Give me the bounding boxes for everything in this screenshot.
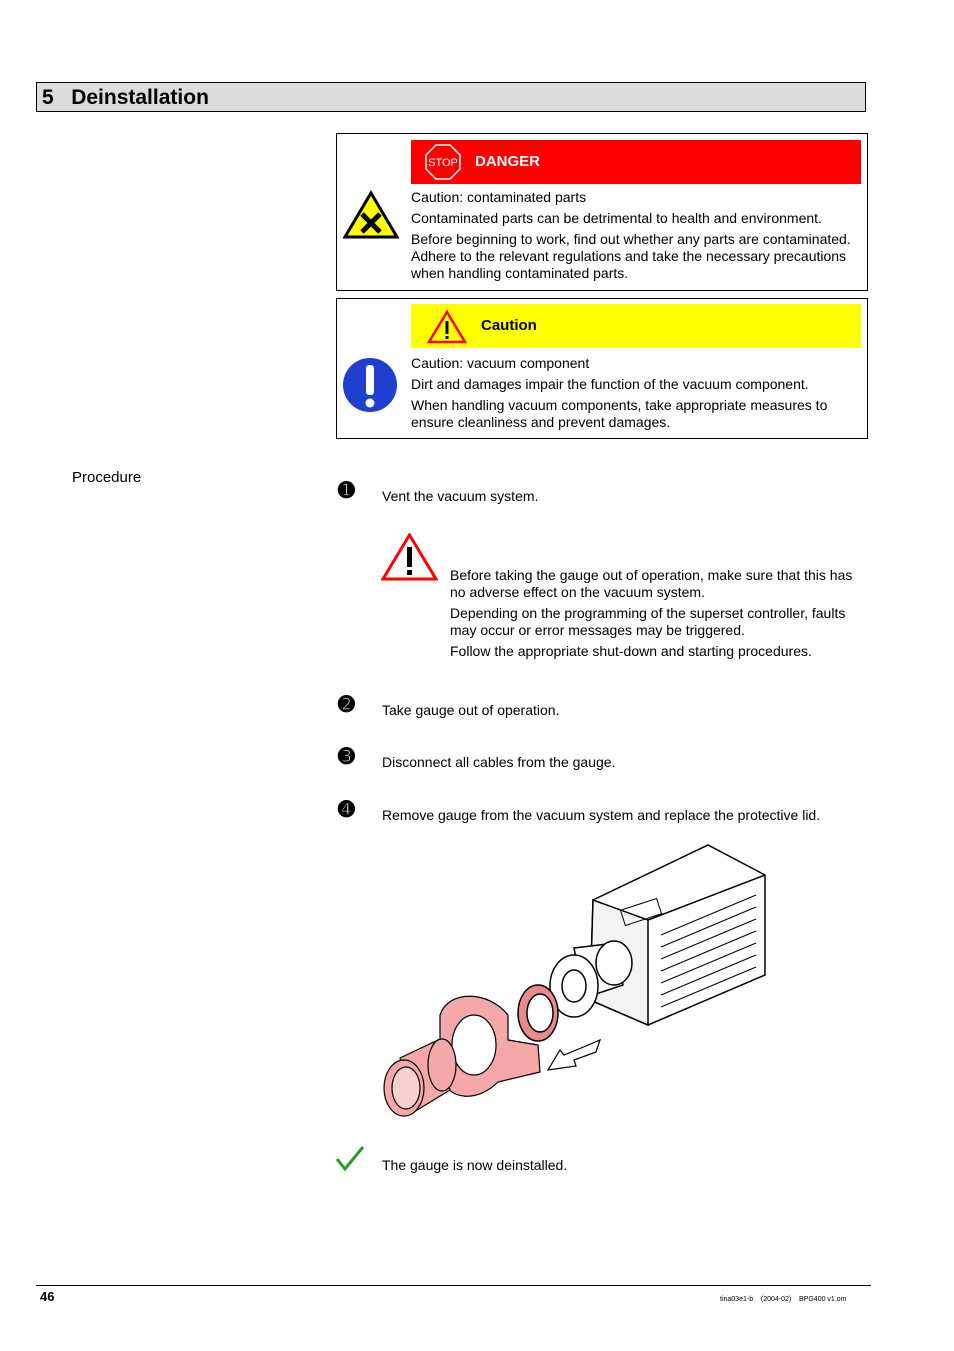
footer-file: BPG400 v1.om	[799, 1296, 847, 1303]
step-1-warning-line: Before taking the gauge out of operation, make sure that this has no adverse effect on the vacuum system.	[450, 567, 853, 600]
centering-ring	[518, 985, 558, 1041]
svg-text:STOP: STOP	[428, 157, 458, 169]
step-2-number: ➋	[338, 694, 355, 716]
step-1-warning-line: Depending on the programming of the superset controller, faults may occur or error messages may be triggered.	[450, 605, 846, 638]
result-text: The gauge is now deinstalled.	[382, 1157, 568, 1173]
procedure-label: Procedure	[72, 469, 142, 486]
warning-triangle-icon	[381, 533, 438, 582]
removal-arrow-icon	[548, 1040, 600, 1070]
danger-banner	[411, 140, 861, 184]
step-4-text: Remove gauge from the vacuum system and replace the protective lid.	[382, 807, 821, 823]
danger-line: Before beginning to work, find out whether any parts are contaminated. Adhere to the relevant regulations and take the necessary precautions when handling contaminated parts.	[411, 231, 851, 281]
warning-triangle-icon	[427, 310, 467, 344]
step-4-number: ➍	[338, 799, 355, 821]
step-1-warning-text	[450, 567, 868, 664]
danger-notice	[336, 133, 868, 291]
page-number: 46	[40, 1289, 55, 1304]
caution-line: Caution: vacuum component	[411, 355, 590, 371]
caution-line: Dirt and damages impair the function of the vacuum component.	[411, 376, 809, 392]
danger-line: Caution: contaminated parts	[411, 189, 587, 205]
footer-info	[720, 1296, 846, 1303]
stop-sign-icon	[425, 144, 461, 180]
danger-line: Contaminated parts can be detrimental to health and environment.	[411, 210, 822, 226]
caution-text	[411, 355, 866, 435]
step-1-text: Vent the vacuum system.	[382, 488, 539, 504]
danger-label: DANGER	[475, 153, 541, 170]
caution-line: When handling vacuum components, take appropriate measures to ensure cleanliness and prevent damages.	[411, 397, 828, 430]
step-1-number: ➊	[338, 480, 355, 502]
footer-date: (2004-02)	[760, 1296, 792, 1303]
checkmark-icon	[335, 1145, 365, 1171]
step-2-text: Take gauge out of operation.	[382, 702, 560, 718]
harmful-substance-icon	[343, 190, 399, 240]
gauge-removal-illustration	[378, 840, 778, 1125]
step-3-number: ➌	[338, 746, 355, 768]
gauge-body	[590, 845, 765, 1025]
footer-doc-ref: tina03e1-b	[720, 1296, 754, 1303]
caution-banner	[411, 304, 861, 348]
step-1-warning-line: Follow the appropriate shut-down and starting procedures.	[450, 643, 812, 659]
chapter-heading	[36, 82, 866, 112]
footer-divider	[36, 1285, 871, 1286]
mandatory-exclamation-icon	[342, 357, 398, 413]
protective-lid	[384, 1039, 456, 1116]
caution-label: Caution	[481, 317, 537, 334]
danger-text	[411, 189, 866, 286]
caution-notice	[336, 298, 868, 439]
chapter-title: 5 Deinstallation	[42, 86, 209, 109]
step-3-text: Disconnect all cables from the gauge.	[382, 754, 616, 770]
